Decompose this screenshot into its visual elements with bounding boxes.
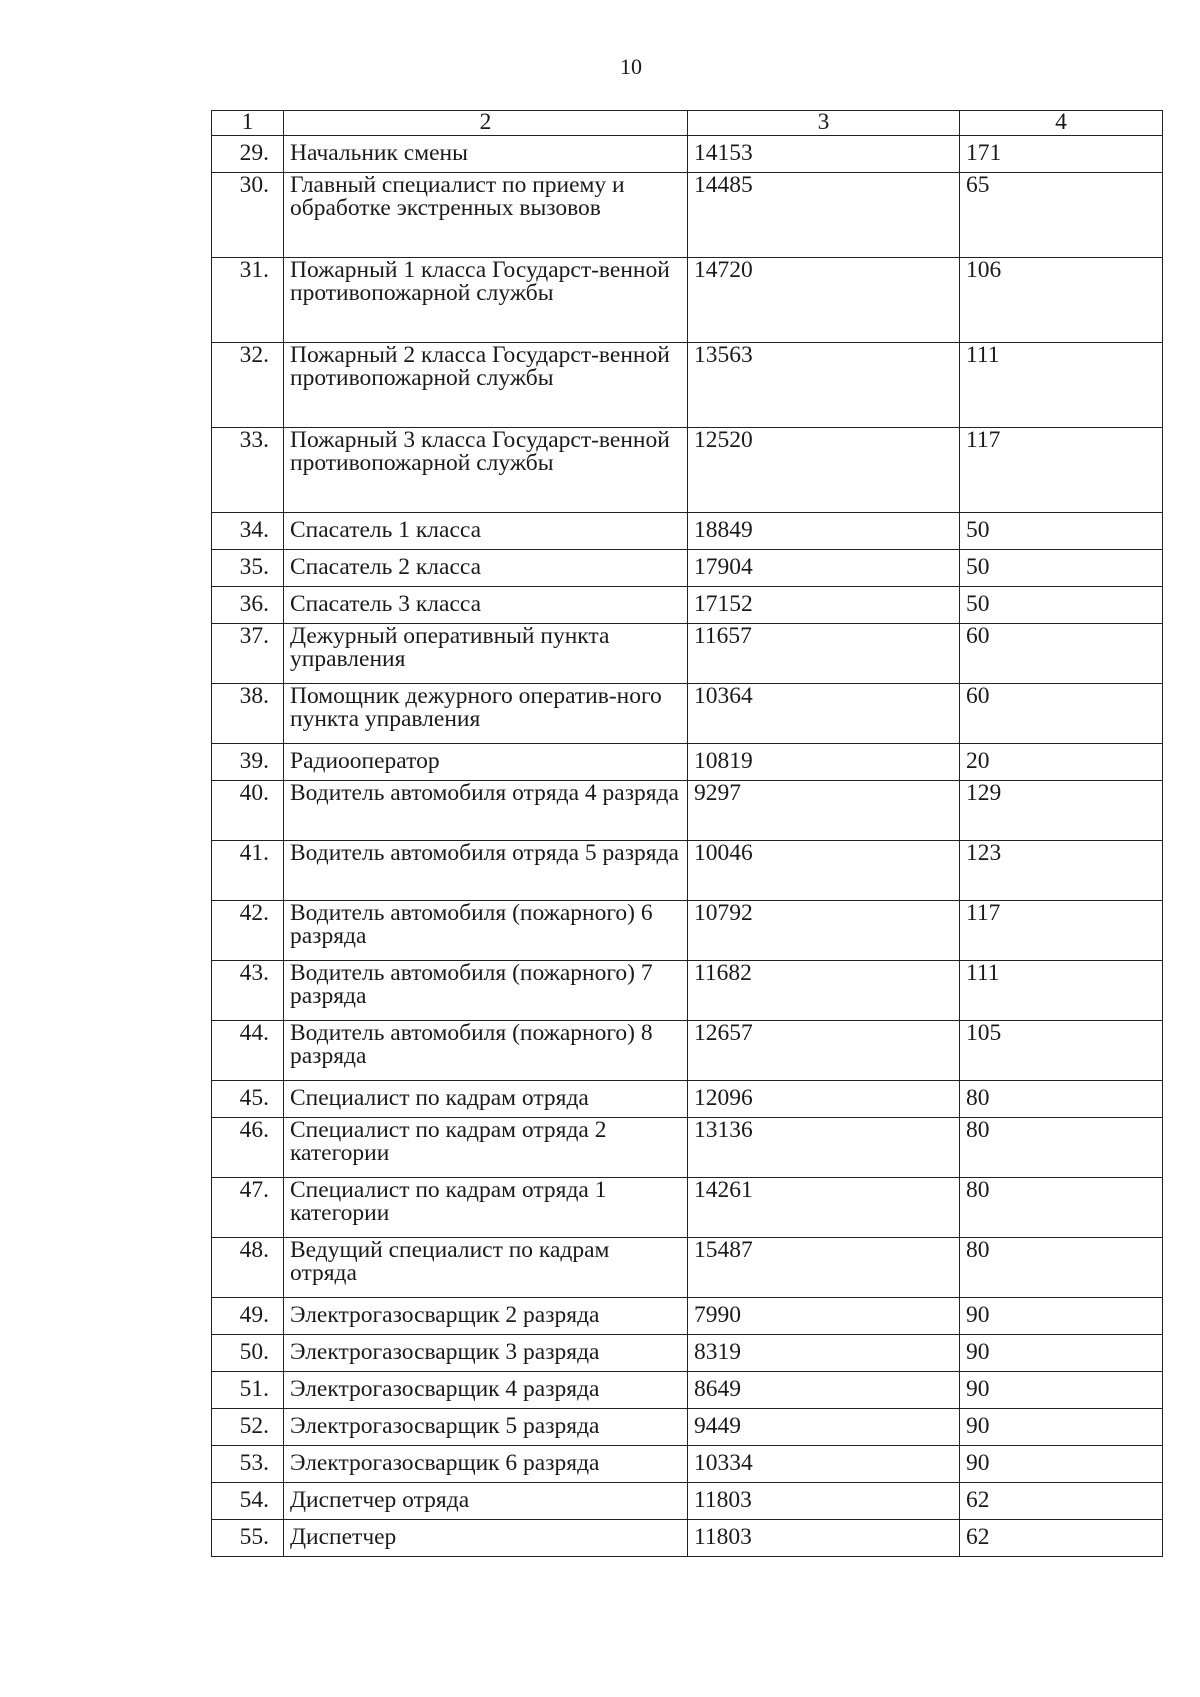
row-number-cell: 33.	[212, 428, 284, 513]
row-number-cell: 49.	[212, 1298, 284, 1335]
row-number-cell: 36.	[212, 587, 284, 624]
column-4-value-cell: 50	[960, 550, 1163, 587]
page-number: 10	[620, 54, 642, 79]
column-3-value-cell: 15487	[688, 1238, 960, 1298]
column-4-value-cell: 111	[960, 343, 1163, 428]
column-4-value-cell: 80	[960, 1238, 1163, 1298]
position-name-cell: Дежурный оперативный пункта управления	[284, 624, 688, 684]
table-row	[212, 173, 1163, 258]
row-number-cell: 54.	[212, 1483, 284, 1520]
table-row	[212, 781, 1163, 841]
column-4-value-cell: 80	[960, 1118, 1163, 1178]
table-row	[212, 1483, 1163, 1520]
table-body	[212, 111, 1163, 1557]
column-4-value-cell: 80	[960, 1081, 1163, 1118]
position-name-cell: Спасатель 3 класса	[284, 587, 688, 624]
column-3-value-cell: 9297	[688, 781, 960, 841]
row-number-cell: 35.	[212, 550, 284, 587]
position-name-cell: Диспетчер	[284, 1520, 688, 1557]
column-4-value-cell: 111	[960, 961, 1163, 1021]
positions-table	[211, 110, 1163, 1557]
row-number-cell: 53.	[212, 1446, 284, 1483]
table-row	[212, 587, 1163, 624]
position-name-cell: Водитель автомобиля (пожарного) 7 разряда	[284, 961, 688, 1021]
header-cell-4: 4	[960, 111, 1163, 136]
column-4-value-cell: 171	[960, 136, 1163, 173]
column-3-value-cell: 12096	[688, 1081, 960, 1118]
position-name-cell: Радиооператор	[284, 744, 688, 781]
column-3-value-cell: 14153	[688, 136, 960, 173]
column-3-value-cell: 8649	[688, 1372, 960, 1409]
table-row	[212, 1409, 1163, 1446]
column-3-value-cell: 12657	[688, 1021, 960, 1081]
position-name-cell: Главный специалист по приему и обработке экстренных вызовов	[284, 173, 688, 258]
column-4-value-cell: 60	[960, 684, 1163, 744]
header-cell-3: 3	[688, 111, 960, 136]
row-number-cell: 39.	[212, 744, 284, 781]
row-number-cell: 55.	[212, 1520, 284, 1557]
column-3-value-cell: 11682	[688, 961, 960, 1021]
column-4-value-cell: 62	[960, 1483, 1163, 1520]
column-3-value-cell: 10046	[688, 841, 960, 901]
row-number-cell: 38.	[212, 684, 284, 744]
position-name-cell: Ведущий специалист по кадрам отряда	[284, 1238, 688, 1298]
row-number-cell: 52.	[212, 1409, 284, 1446]
table-row	[212, 258, 1163, 343]
table-row	[212, 1446, 1163, 1483]
position-name-cell: Электрогазосварщик 4 разряда	[284, 1372, 688, 1409]
table-row	[212, 1335, 1163, 1372]
column-4-value-cell: 50	[960, 587, 1163, 624]
position-name-cell: Электрогазосварщик 6 разряда	[284, 1446, 688, 1483]
column-4-value-cell: 50	[960, 513, 1163, 550]
column-4-value-cell: 117	[960, 428, 1163, 513]
column-4-value-cell: 117	[960, 901, 1163, 961]
header-cell-2: 2	[284, 111, 688, 136]
position-name-cell: Спасатель 2 класса	[284, 550, 688, 587]
position-name-cell: Электрогазосварщик 5 разряда	[284, 1409, 688, 1446]
table-row	[212, 1372, 1163, 1409]
row-number-cell: 40.	[212, 781, 284, 841]
row-number-cell: 31.	[212, 258, 284, 343]
column-4-value-cell: 62	[960, 1520, 1163, 1557]
table-row	[212, 513, 1163, 550]
column-4-value-cell: 105	[960, 1021, 1163, 1081]
column-3-value-cell: 13136	[688, 1118, 960, 1178]
table-row	[212, 428, 1163, 513]
table-row	[212, 1238, 1163, 1298]
row-number-cell: 34.	[212, 513, 284, 550]
row-number-cell: 46.	[212, 1118, 284, 1178]
column-3-value-cell: 10334	[688, 1446, 960, 1483]
column-3-value-cell: 17152	[688, 587, 960, 624]
table-row	[212, 343, 1163, 428]
table-row	[212, 624, 1163, 684]
row-number-cell: 37.	[212, 624, 284, 684]
column-3-value-cell: 12520	[688, 428, 960, 513]
position-name-cell: Специалист по кадрам отряда 1 категории	[284, 1178, 688, 1238]
position-name-cell: Пожарный 1 класса Государст-венной противопожарной службы	[284, 258, 688, 343]
table-row	[212, 901, 1163, 961]
column-3-value-cell: 11803	[688, 1520, 960, 1557]
column-3-value-cell: 10819	[688, 744, 960, 781]
table-row	[212, 550, 1163, 587]
position-name-cell: Электрогазосварщик 3 разряда	[284, 1335, 688, 1372]
column-4-value-cell: 90	[960, 1409, 1163, 1446]
position-name-cell: Водитель автомобиля (пожарного) 8 разряда	[284, 1021, 688, 1081]
table-header-row	[212, 111, 1163, 136]
column-4-value-cell: 90	[960, 1298, 1163, 1335]
row-number-cell: 50.	[212, 1335, 284, 1372]
column-3-value-cell: 10792	[688, 901, 960, 961]
row-number-cell: 51.	[212, 1372, 284, 1409]
position-name-cell: Начальник смены	[284, 136, 688, 173]
table-row	[212, 961, 1163, 1021]
column-3-value-cell: 10364	[688, 684, 960, 744]
header-cell-1: 1	[212, 111, 284, 136]
column-4-value-cell: 80	[960, 1178, 1163, 1238]
row-number-cell: 47.	[212, 1178, 284, 1238]
column-4-value-cell: 90	[960, 1372, 1163, 1409]
row-number-cell: 41.	[212, 841, 284, 901]
table-row	[212, 1081, 1163, 1118]
column-4-value-cell: 65	[960, 173, 1163, 258]
column-3-value-cell: 8319	[688, 1335, 960, 1372]
table-row	[212, 1298, 1163, 1335]
row-number-cell: 32.	[212, 343, 284, 428]
position-name-cell: Водитель автомобиля (пожарного) 6 разряда	[284, 901, 688, 961]
table-row	[212, 744, 1163, 781]
column-3-value-cell: 13563	[688, 343, 960, 428]
column-3-value-cell: 17904	[688, 550, 960, 587]
row-number-cell: 42.	[212, 901, 284, 961]
row-number-cell: 29.	[212, 136, 284, 173]
table-row	[212, 1021, 1163, 1081]
position-name-cell: Электрогазосварщик 2 разряда	[284, 1298, 688, 1335]
row-number-cell: 30.	[212, 173, 284, 258]
position-name-cell: Пожарный 3 класса Государст-венной противопожарной службы	[284, 428, 688, 513]
table-row	[212, 684, 1163, 744]
position-name-cell: Специалист по кадрам отряда	[284, 1081, 688, 1118]
position-name-cell: Диспетчер отряда	[284, 1483, 688, 1520]
table-row	[212, 1178, 1163, 1238]
column-4-value-cell: 90	[960, 1446, 1163, 1483]
row-number-cell: 43.	[212, 961, 284, 1021]
column-4-value-cell: 123	[960, 841, 1163, 901]
column-4-value-cell: 60	[960, 624, 1163, 684]
position-name-cell: Помощник дежурного оператив-ного пункта управления	[284, 684, 688, 744]
column-3-value-cell: 9449	[688, 1409, 960, 1446]
row-number-cell: 45.	[212, 1081, 284, 1118]
column-4-value-cell: 129	[960, 781, 1163, 841]
table-row	[212, 1118, 1163, 1178]
column-3-value-cell: 11657	[688, 624, 960, 684]
column-3-value-cell: 14720	[688, 258, 960, 343]
position-name-cell: Специалист по кадрам отряда 2 категории	[284, 1118, 688, 1178]
column-4-value-cell: 106	[960, 258, 1163, 343]
table-row	[212, 136, 1163, 173]
position-name-cell: Спасатель 1 класса	[284, 513, 688, 550]
table-row	[212, 1520, 1163, 1557]
row-number-cell: 44.	[212, 1021, 284, 1081]
column-4-value-cell: 20	[960, 744, 1163, 781]
row-number-cell: 48.	[212, 1238, 284, 1298]
column-3-value-cell: 14261	[688, 1178, 960, 1238]
position-name-cell: Пожарный 2 класса Государст-венной противопожарной службы	[284, 343, 688, 428]
column-4-value-cell: 90	[960, 1335, 1163, 1372]
column-3-value-cell: 7990	[688, 1298, 960, 1335]
position-name-cell: Водитель автомобиля отряда 4 разряда	[284, 781, 688, 841]
column-3-value-cell: 14485	[688, 173, 960, 258]
table-row	[212, 841, 1163, 901]
column-3-value-cell: 18849	[688, 513, 960, 550]
position-name-cell: Водитель автомобиля отряда 5 разряда	[284, 841, 688, 901]
column-3-value-cell: 11803	[688, 1483, 960, 1520]
